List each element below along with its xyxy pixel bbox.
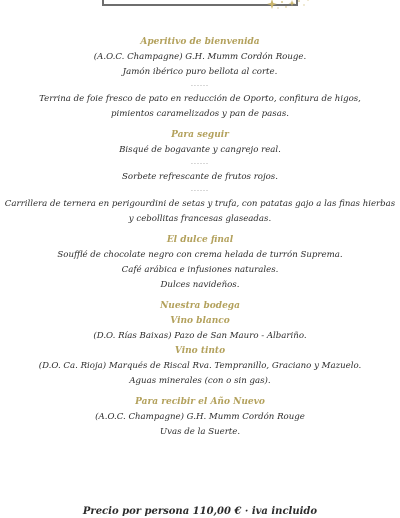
- menu-item: Sorbete refrescante de frutos rojos.: [122, 172, 278, 182]
- menu-item: Terrina de foie fresco de pato en reducción de Oporto, confitura de higos,: [39, 94, 361, 104]
- dulce-final-heading: El dulce final: [166, 235, 234, 245]
- menu-content: [0, 35, 400, 440]
- menu-item: (D.O. Rías Baixas) Pazo de San Mauro - Albariño.: [93, 331, 307, 341]
- sparkle-decoration-icon: [262, 0, 312, 12]
- menu-item: y cebollitas francesas glaseadas.: [128, 214, 272, 224]
- aperitivo-heading: Aperitivo de bienvenida: [140, 37, 260, 47]
- menu-item: Café arábica e infusiones naturales.: [121, 265, 279, 275]
- menu-item: Soufflé de chocolate negro con crema helada de turrón Suprema.: [57, 250, 343, 260]
- menu-item: Uvas de la Suerte.: [159, 427, 241, 437]
- bodega-heading: Nuestra bodega: [160, 301, 240, 311]
- menu-item: (A.O.C. Champagne) G.H. Mumm Cordón Rouge: [95, 412, 305, 422]
- separator: ------: [190, 160, 210, 167]
- separator: ------: [190, 187, 210, 194]
- vino-tinto-heading: Vino tinto: [174, 346, 226, 356]
- price-footer: Precio por persona 110,00 € · iva incluido: [82, 506, 318, 517]
- menu-item: (A.O.C. Champagne) G.H. Mumm Cordón Rouge.: [93, 52, 307, 62]
- menu-item: pimientos caramelizados y pan de pasas.: [110, 109, 289, 119]
- menu-item: Dulces navideños.: [160, 280, 240, 290]
- menu-item: Jamón ibérico puro bellota al corte.: [122, 67, 278, 77]
- vino-blanco-heading: Vino blanco: [170, 316, 230, 326]
- menu-item: Carrillera de ternera en perigourdini de setas y trufa, con patatas gajo a las finas hierbas: [4, 199, 396, 209]
- menu-item: Aguas minerales (con o sin gas).: [129, 376, 271, 386]
- ano-nuevo-heading: Para recibir el Año Nuevo: [135, 397, 265, 407]
- separator: ------: [190, 82, 210, 89]
- menu-item: (D.O. Ca. Rioja) Marqués de Riscal Rva. Tempranillo, Graciano y Mazuelo.: [38, 361, 362, 371]
- para-seguir-heading: Para seguir: [171, 130, 229, 140]
- menu-item: Bisqué de bogavante y cangrejo real.: [119, 145, 281, 155]
